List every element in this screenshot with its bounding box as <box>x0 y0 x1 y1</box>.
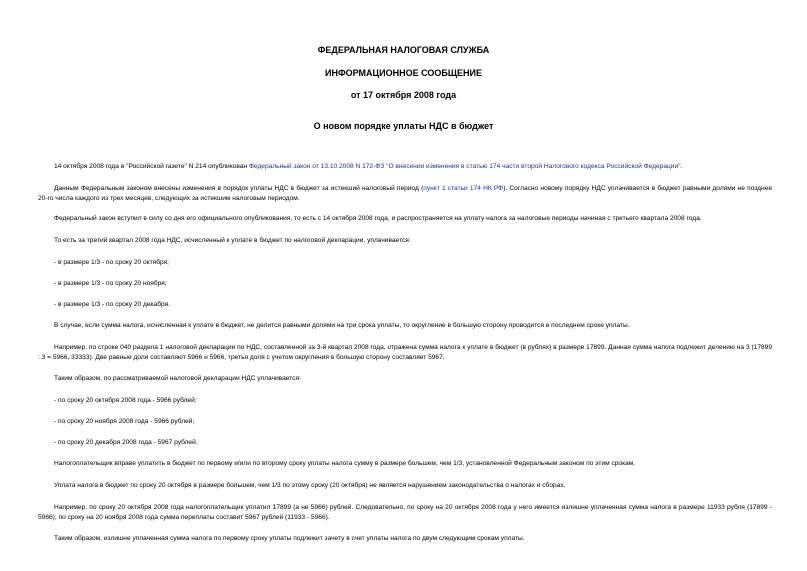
paragraph-effective-date: Федеральный закон вступил в силу со дня его официального опубликования, то есть с 14 октября 2008 года, и распространяется на уплату налога за налоговые периоды начиная с третьего квартала 2008 года. <box>54 215 702 222</box>
list-item: - по сроку 20 ноября 2008 года - 5966 рублей; <box>54 418 195 425</box>
paragraph-overpayment-example: Например, по сроку 20 октября 2008 года налогоплательщик уплатил 17899 (а не 5966) рублей. Следовательно, по сроку на 20 октября 2008 года у него имеется излишне уплаченная сумма налога в размере 11933 рубля (17899 - 5966); по сроку на 20 ноября 2008 года сумма переплаты составит 5967 рублей (11933 - 5966). <box>38 504 772 521</box>
paragraph-summary: Таким образом, по рассматриваемой налоговой декларации НДС уплачивается: <box>54 375 301 382</box>
federal-law-link[interactable]: Федеральный закон от 13.10.2008 N 172-ФЗ "О внесении изменения в статью 174 части второй Налогового кодекса Российской Федерации" <box>248 163 681 170</box>
paragraph-payment-schedule: То есть за третий квартал 2008 года НДС, исчисленный к уплате в бюджет по налоговой декларации, уплачивается: <box>54 237 411 244</box>
paragraph-text: ). Согласно новому порядку НДС уплачивается в бюджет равными долями не позднее 20-го числа каждого из трех месяцев, следующих за истекшим налоговым периодом. <box>38 185 772 202</box>
document-title: О новом порядке уплаты НДС в бюджет <box>313 121 494 131</box>
list-item: - в размере 1/3 - по сроку 20 октября; <box>54 259 169 266</box>
list-item: - в размере 1/3 - по сроку 20 декабря. <box>54 301 170 308</box>
list-item: - по сроку 20 октября 2008 года - 5966 рублей; <box>54 397 197 404</box>
paragraph-text: Данным Федеральным законом внесены изменения в порядок уплаты НДС в бюджет за истекший налоговый период ( <box>54 185 424 192</box>
tax-code-article-link[interactable]: пункт 1 статьи 174 НК РФ <box>423 185 504 192</box>
paragraph-rounding: В случае, если сумма налога, исчисленная к уплате в бюджет, не делится равными долями на три срока уплаты, то округление в большую сторону проводится в последнем сроке уплаты. <box>54 322 630 329</box>
agency-heading: ФЕДЕРАЛЬНАЯ НАЛОГОВАЯ СЛУЖБА <box>317 45 490 55</box>
paragraph-text: . <box>680 163 683 170</box>
paragraph-offset: Таким образом, излишне уплаченная сумма налога по первому сроку уплаты подлежит зачету в счет уплаты налога по двум следующим срокам уплаты. <box>54 535 525 542</box>
document-type-heading: ИНФОРМАЦИОННОЕ СООБЩЕНИЕ <box>325 68 482 78</box>
list-item: - в размере 1/3 - по сроку 20 ноября; <box>54 280 167 287</box>
list-item: - по сроку 20 декабря 2008 года - 5967 рублей. <box>54 439 198 446</box>
document-date: от 17 октября 2008 года <box>350 90 457 100</box>
paragraph-example: Например, по строке 040 раздела 1 налоговой декларации по НДС, составленной за 3-й квартал 2008 года, отражена сумма налога к уплате в бюджет (в рублях) в размере 17899. Данная сумма налога подлежит делению на 3 (17899 : 3 = 5966, 33333). Две равные доли составляют 5966 и 5966, третья доля с учетом округления в большую сторону составляет 5967. <box>38 344 772 361</box>
paragraph-changes <box>38 184 772 204</box>
paragraph-text: 14 октября 2008 года в "Российской газете" N 214 опубликован <box>54 163 249 170</box>
paragraph-overpayment-right: Налогоплательщик вправе уплатить в бюджет по первому и/или по второму сроку уплаты налога сумму в размере большем, чем 1/3, установленной Федеральным законом по этим срокам. <box>54 460 636 467</box>
paragraph-publication <box>38 162 772 172</box>
paragraph-not-violation: Уплата налога в бюджет по сроку 20 октября в размере большем, чем 1/3 по этому сроку (20 октября) не является нарушением законодательства о налогах и сборах. <box>54 482 566 489</box>
